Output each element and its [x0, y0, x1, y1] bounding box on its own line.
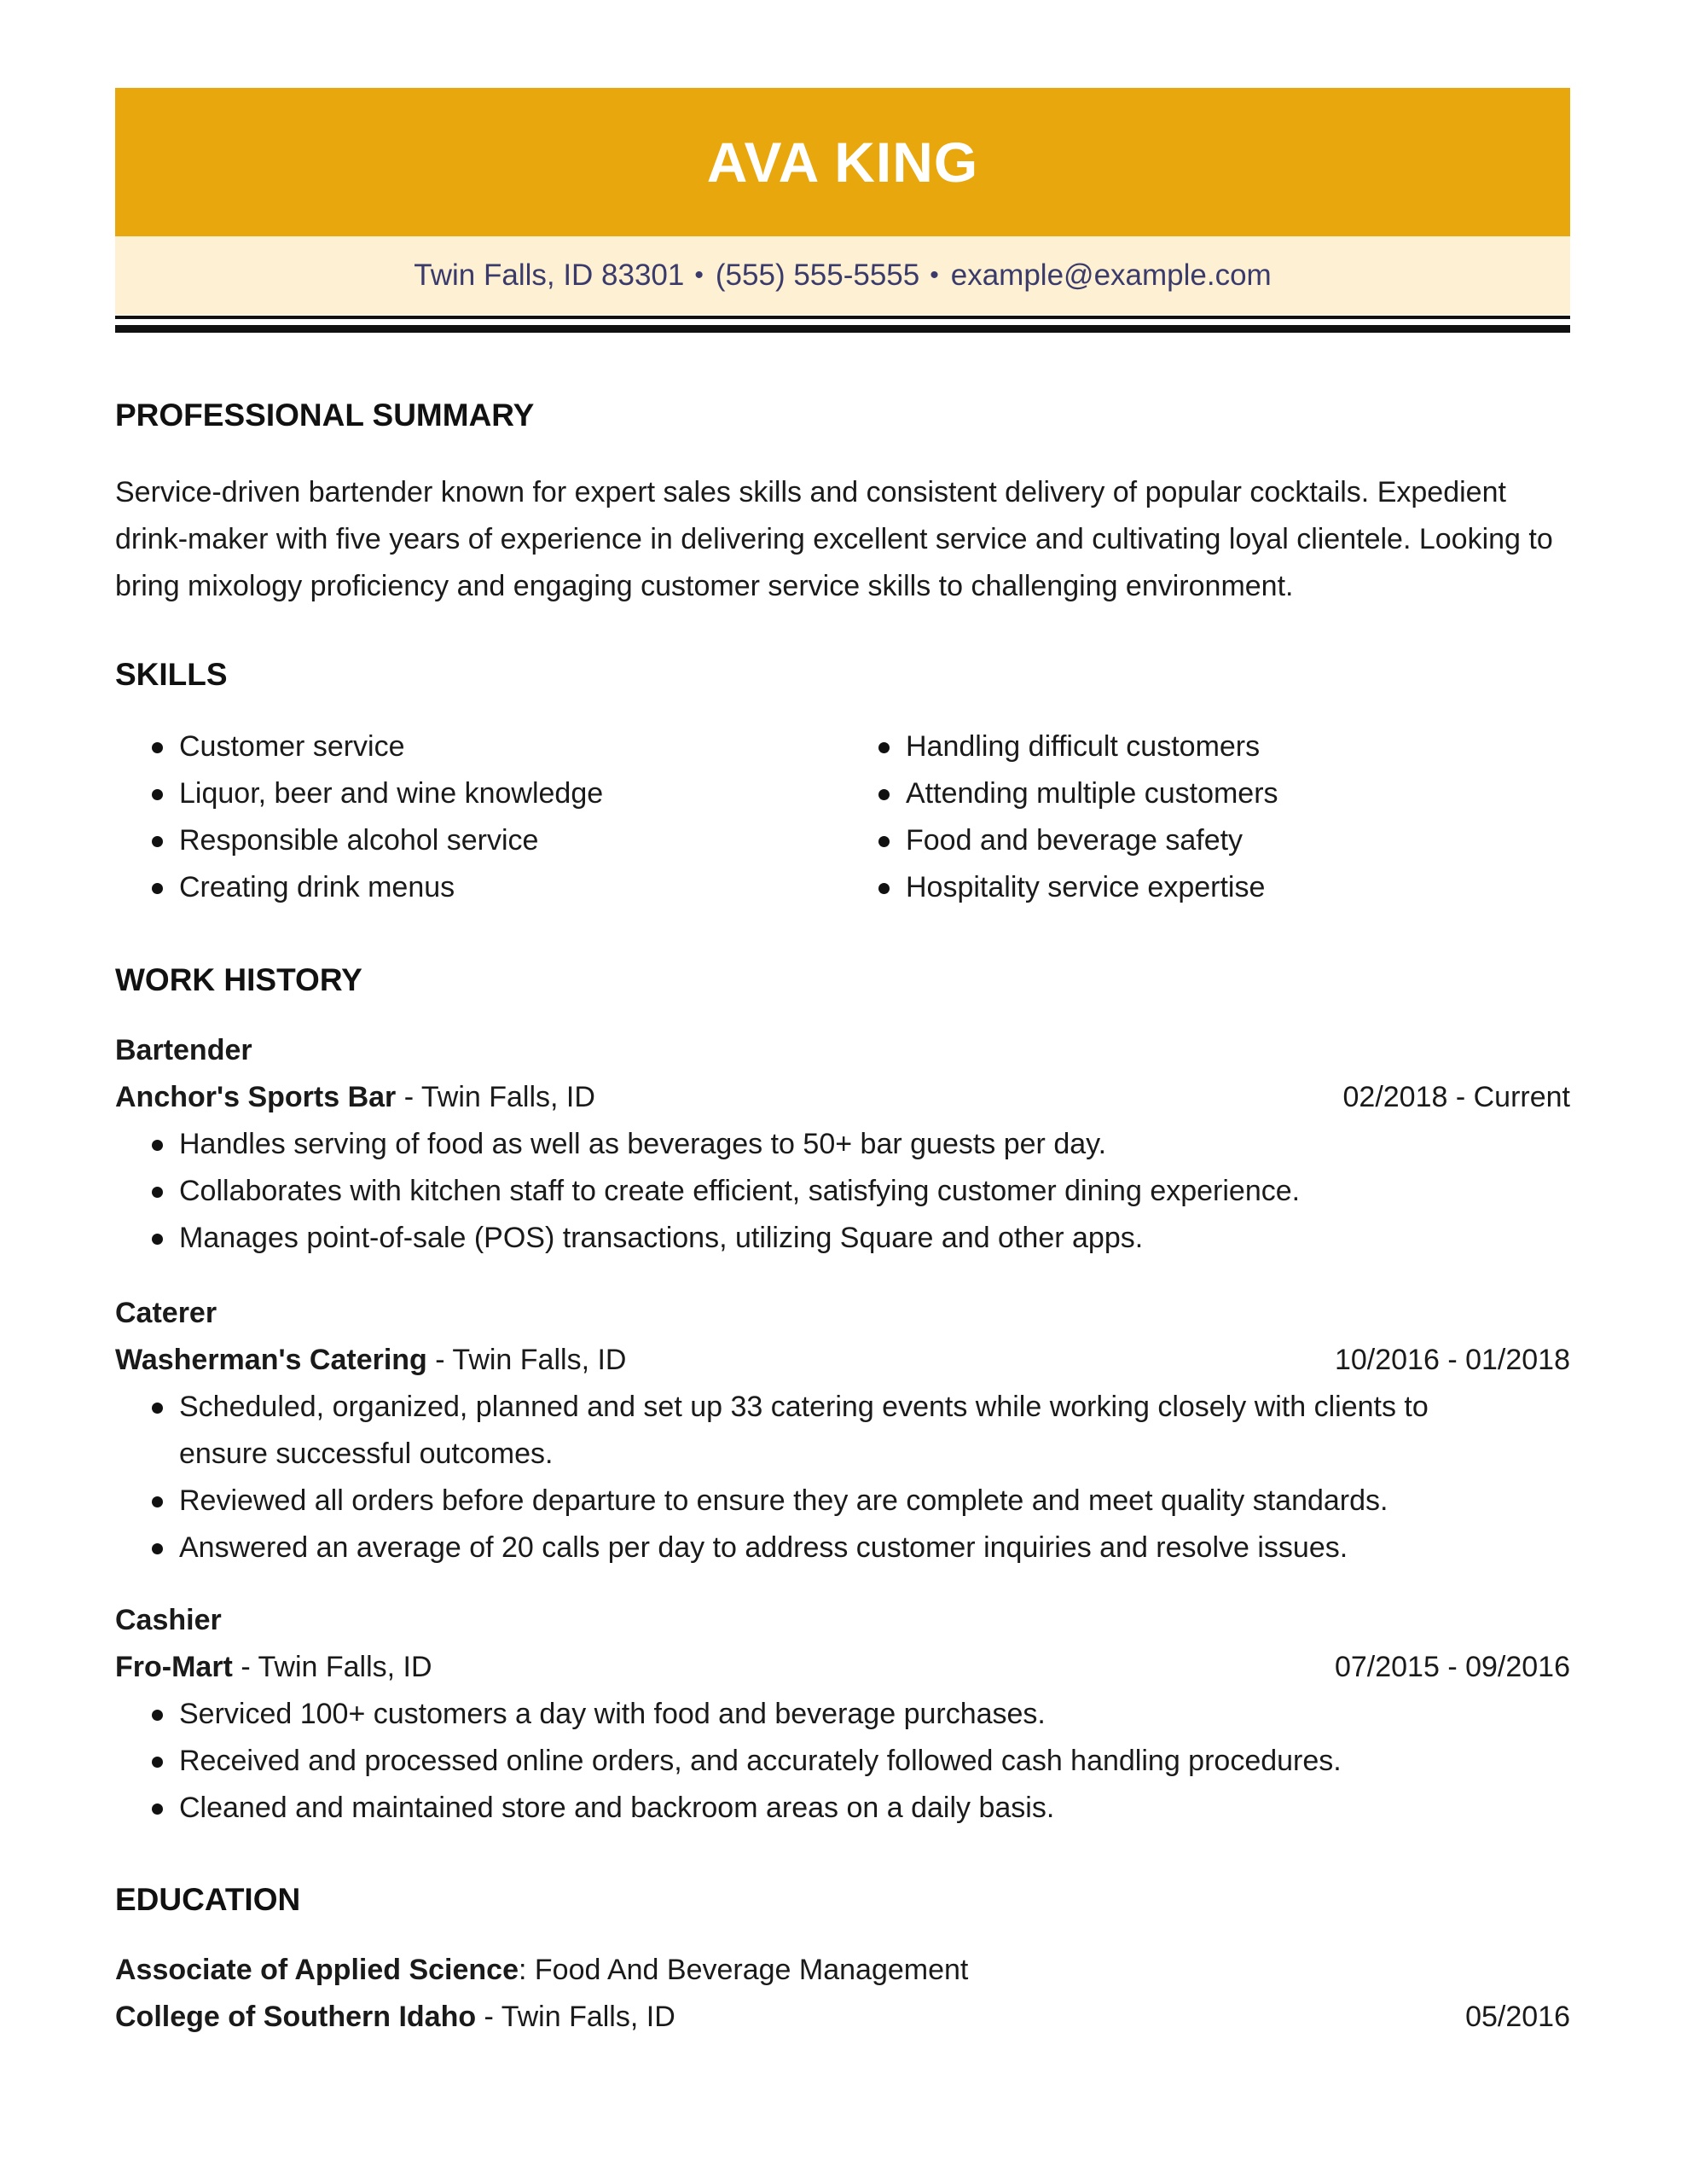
- job-bullet: Serviced 100+ customers a day with food and beverage purchases.: [115, 1691, 1570, 1738]
- contact-phone: (555) 555-5555: [715, 258, 920, 292]
- skill-item: Customer service: [115, 723, 832, 770]
- job-company: Washerman's Catering: [115, 1344, 427, 1376]
- job-location: - Twin Falls, ID: [396, 1081, 595, 1113]
- job-bullet: Handles serving of food as well as beverages to 50+ bar guests per day.: [115, 1121, 1570, 1168]
- job-role: Bartender: [115, 1034, 252, 1066]
- education-school: College of Southern Idaho: [115, 2001, 477, 2033]
- candidate-name: AVA KING: [706, 131, 979, 194]
- section-title-skills: SKILLS: [115, 657, 228, 692]
- summary-text: Service-driven bartender known for expert sales skills and consistent delivery of popular cocktails. Expedient drink-maker with five years of experience in delivering excellent service and cultivating loyal clientele. Looking to bring mixology proficiency and engaging customer service skills to challenging environment.: [115, 476, 1553, 602]
- skill-item: Food and beverage safety: [842, 817, 1570, 864]
- education-degree-line: [115, 1947, 1570, 1994]
- skill-item: Responsible alcohol service: [115, 817, 832, 864]
- job-location: - Twin Falls, ID: [426, 1344, 627, 1376]
- job-bullet: Collaborates with kitchen staff to create efficient, satisfying customer dining experience.: [115, 1168, 1570, 1215]
- education-school-line: [115, 1994, 1570, 2041]
- job-location: - Twin Falls, ID: [232, 1651, 432, 1683]
- job-dates: 07/2015 - 09/2016: [1334, 1651, 1570, 1683]
- skill-item: Hospitality service expertise: [842, 864, 1570, 911]
- job-bullet: Received and processed online orders, and accurately followed cash handling procedures.: [115, 1738, 1570, 1785]
- skill-item: Handling difficult customers: [842, 723, 1570, 770]
- contact-separator: •: [930, 261, 939, 289]
- skills-list-left: [115, 723, 832, 911]
- job-bullet: Cleaned and maintained store and backroom areas on a daily basis.: [115, 1785, 1570, 1832]
- education-degree: Associate of Applied Science: [115, 1954, 519, 1986]
- job-bullets: [115, 1121, 1570, 1262]
- job-company: Anchor's Sports Bar: [115, 1081, 397, 1113]
- skill-item: Attending multiple customers: [842, 770, 1570, 817]
- education-field: : Food And Beverage Management: [519, 1954, 969, 1986]
- job-dates: 10/2016 - 01/2018: [1334, 1344, 1570, 1376]
- section-title-summary: PROFESSIONAL SUMMARY: [115, 398, 535, 433]
- job-bullet: Reviewed all orders before departure to ensure they are complete and meet quality standards.: [115, 1478, 1570, 1525]
- job-company: Fro-Mart: [115, 1651, 233, 1683]
- job-bullet: Scheduled, organized, planned and set up 33 catering events while working closely with clients to ensure successful outcomes.: [115, 1384, 1570, 1478]
- education-location: - Twin Falls, ID: [476, 2001, 675, 2033]
- header-divider-thin: [115, 316, 1570, 319]
- contact-email: example@example.com: [950, 258, 1272, 292]
- job-bullet: Manages point-of-sale (POS) transactions, utilizing Square and other apps.: [115, 1215, 1570, 1262]
- header-divider-thick: [115, 325, 1570, 333]
- job-company-line: [115, 1074, 1570, 1121]
- skill-item: Liquor, beer and wine knowledge: [115, 770, 832, 817]
- job-bullet: Answered an average of 20 calls per day to address customer inquiries and resolve issues.: [115, 1525, 1570, 1571]
- contact-separator: •: [694, 261, 704, 289]
- job-company-line: [115, 1644, 1570, 1691]
- job-bullets: [115, 1691, 1570, 1832]
- section-title-education: EDUCATION: [115, 1882, 301, 1917]
- job-bullets: [115, 1384, 1570, 1571]
- contact-band: [115, 236, 1570, 315]
- skill-item: Creating drink menus: [115, 864, 832, 911]
- job-dates: 02/2018 - Current: [1342, 1081, 1570, 1113]
- skills-list-right: [842, 723, 1570, 911]
- section-title-work-history: WORK HISTORY: [115, 962, 362, 997]
- contact-address: Twin Falls, ID 83301: [414, 258, 685, 292]
- job-role: Cashier: [115, 1604, 222, 1636]
- job-company-line: [115, 1337, 1570, 1384]
- job-role: Caterer: [115, 1297, 217, 1329]
- header-band: [115, 88, 1570, 236]
- education-date: 05/2016: [1465, 2001, 1570, 2033]
